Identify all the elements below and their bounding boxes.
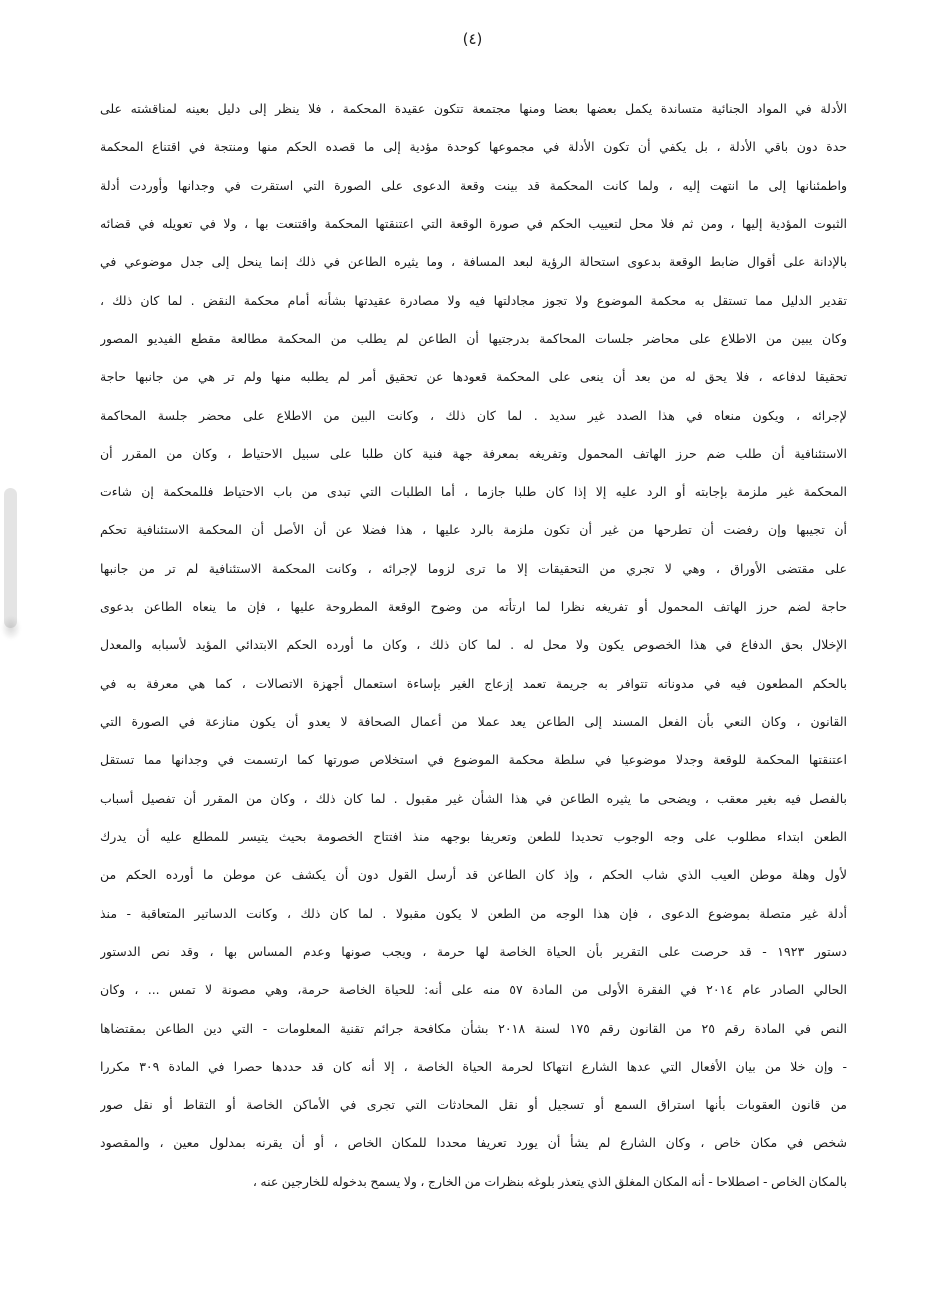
text-line: واطمئنانها إلى ما انتهت إليه ، ولما كانت المحكمة قد بينت وقعة الدعوى على الصورة التي استقرت في وجدانها وأوردت أدلة bbox=[100, 177, 847, 193]
document-body bbox=[100, 90, 847, 1201]
text-line: أن تجيبها وإن رفضت أن تطرحها من غير أن تكون ملزمة بالرد عليها ، هذا فضلا عن أن الأصل أن المحكمة الاستئنافية تحكم bbox=[100, 522, 847, 538]
text-line: وكان يبين من الاطلاع على محاضر جلسات المحاكمة بدرجتيها أن الطاعن لم يطلب من المحكمة مطالعة مقطع الفيديو المصور bbox=[100, 330, 847, 346]
text-line: الإخلال بحق الدفاع في هذا الخصوص يكون ولا محل له . لما كان ذلك ، وكان ما أورده الحكم الابتدائي المؤيد لأسبابه والمعدل bbox=[100, 637, 847, 653]
text-line: دستور ١٩٢٣ - قد حرصت على التقرير بأن الحياة الخاصة لها حرمة ، ويجب صونها وعدم المساس بها ، وقد نص الدستور bbox=[100, 943, 847, 959]
text-line: بالحكم المطعون فيه في مدوناته تتوافر به جريمة تعمد إزعاج الغير بإساءة استعمال أجهزة الاتصالات ، كما هي معرفة به في bbox=[100, 675, 847, 691]
text-line: من قانون العقوبات بأنها استراق السمع أو تسجيل أو نقل المحادثات التي تجرى في الأماكن الخاصة أو التقاط أو نقل صور bbox=[100, 1097, 847, 1113]
text-line: شخص في مكان خاص ، وكان الشارع لم يشأ أن يورد تعريفا محددا للمكان الخاص ، أو أن يقرنه بمدلول معين ، والمقصود bbox=[100, 1135, 847, 1151]
text-line: حدة دون باقي الأدلة ، بل يكفي أن تكون الأدلة في مجموعها كوحدة مؤدية إلى ما قصده الحكم منها ومنتجة في اقتناع المحكمة bbox=[100, 139, 847, 155]
text-line: - وإن خلا من بيان الأفعال التي عدها الشارع انتهاكا لحرمة الحياة الخاصة ، إلا أنه كان قد حددها حصرا في المادة ٣٠٩ مكررا bbox=[100, 1058, 847, 1074]
text-line: اعتنقتها المحكمة للوقعة وجدلا موضوعيا في سلطة محكمة الموضوع في استخلاص صورتها كما ارتسمت في وجدانها مما تستقل bbox=[100, 752, 847, 768]
text-line: القانون ، وكان النعي بأن الفعل المسند إلى الطاعن يعد عملا من أعمال الصحافة لا يعدو أن يكون منازعة في الصورة التي bbox=[100, 714, 847, 729]
scrollbar-thumb-shadow bbox=[1, 616, 21, 640]
text-line: على مقتضى الأوراق ، وهي لا تجري من التحقيقات إلا ما ترى لزوما لإجرائه ، وكانت المحكمة الاستئنافية لم تر من جانبها bbox=[100, 560, 847, 576]
text-line: بالفصل فيه بغير معقب ، ويضحى ما يثيره الطاعن في هذا الشأن غير مقبول . لما كان ذلك ، وكان من المقرر أن تفصيل أسباب bbox=[100, 790, 847, 806]
text-line: تحقيقا لدفاعه ، فلا يحق له من بعد أن ينعى على المحكمة قعودها عن تحقيق أمر لم يطلبه منها ولم تر هي من جانبها حاجة bbox=[100, 369, 847, 385]
text-line: حاجة لضم حرز الهاتف المحمول أو تفريغه نظرا لما ارتأته من وضوح الوقعة المطروحة عليها ، فإن ما ينعاه الطاعن بدعوى bbox=[100, 599, 847, 615]
page-number: (٤) bbox=[462, 30, 483, 48]
text-line: الاستئنافية أن طلب ضم حرز الهاتف المحمول وتفريغه بمعرفة جهة فنية كان طلبا على سبيل الاحتياط ، وكان من المقرر أن bbox=[100, 445, 847, 461]
text-line: لأول وهلة موطن العيب الذي شاب الحكم ، وإذ كان الطاعن قد أرسل القول دون أن يكشف عن موطن ما أورده الحكم من bbox=[100, 867, 847, 883]
text-line: الطعن ابتداء مطلوب على وجه الوجوب تحديدا للطعن وتعريفا بوجهه منذ افتتاح الخصومة بحيث يتيسر للمطلع عليه أن يدرك bbox=[100, 828, 847, 844]
text-line: بالإدانة على أقوال ضابط الوقعة بدعوى استحالة الرؤية لبعد المسافة ، وما يثيره الطاعن في ذلك إنما ينحل إلى جدل موضوعي في bbox=[100, 254, 847, 270]
text-line: الثبوت المؤدية إليها ، ومن ثم فلا محل لتعييب الحكم في صورة الوقعة التي اعتنقتها المحكمة واقتنعت بها ، ولا في تعويله في قضائه bbox=[100, 215, 847, 231]
text-line: تقدير الدليل مما تستقل به محكمة الموضوع ولا تجوز مجادلتها فيه ولا مصادرة عقيدتها بشأنه أمام محكمة النقض . لما كان ذلك ، bbox=[100, 292, 847, 308]
text-line: الحالي الصادر عام ٢٠١٤ في الفقرة الأولى من المادة ٥٧ منه على أنه: للحياة الخاصة حرمة، وهي مصونة لا تمس ... ، وكان bbox=[100, 982, 847, 998]
text-line: الأدلة في المواد الجنائية متساندة يكمل بعضها بعضا ومنها مجتمعة تتكون عقيدة المحكمة ، فلا ينظر إلى دليل بعينه لمناقشته على bbox=[100, 101, 847, 116]
text-line: أدلة غير متصلة بموضوع الدعوى ، فإن هذا الوجه من الطعن لا يكون مقبولا . لما كان ذلك ، وكانت الدساتير المتعاقبة - منذ bbox=[100, 905, 847, 921]
text-line: النص في المادة رقم ٢٥ من القانون رقم ١٧٥ لسنة ٢٠١٨ بشأن مكافحة جرائم تقنية المعلومات - التي دين الطاعن بمقتضاها bbox=[100, 1020, 847, 1036]
text-line: لإجرائه ، ويكون منعاه في هذا الصدد غير سديد . لما كان ذلك ، وكانت البين من الاطلاع على محضر جلسة المحاكمة bbox=[100, 407, 847, 423]
scrollbar-thumb[interactable] bbox=[4, 488, 17, 628]
text-line: المحكمة غير ملزمة بإجابته أو الرد عليه إلا إذا كان طلبا جازما ، أما الطلبات التي تبدى من باب الاحتياط فللمحكمة إن شاءت bbox=[100, 484, 847, 500]
text-line: بالمكان الخاص - اصطلاحا - أنه المكان المغلق الذي يتعذر بلوغه بنظرات من الخارج ، ولا يسمح بدخوله للخارجين عنه ، bbox=[252, 1173, 847, 1189]
